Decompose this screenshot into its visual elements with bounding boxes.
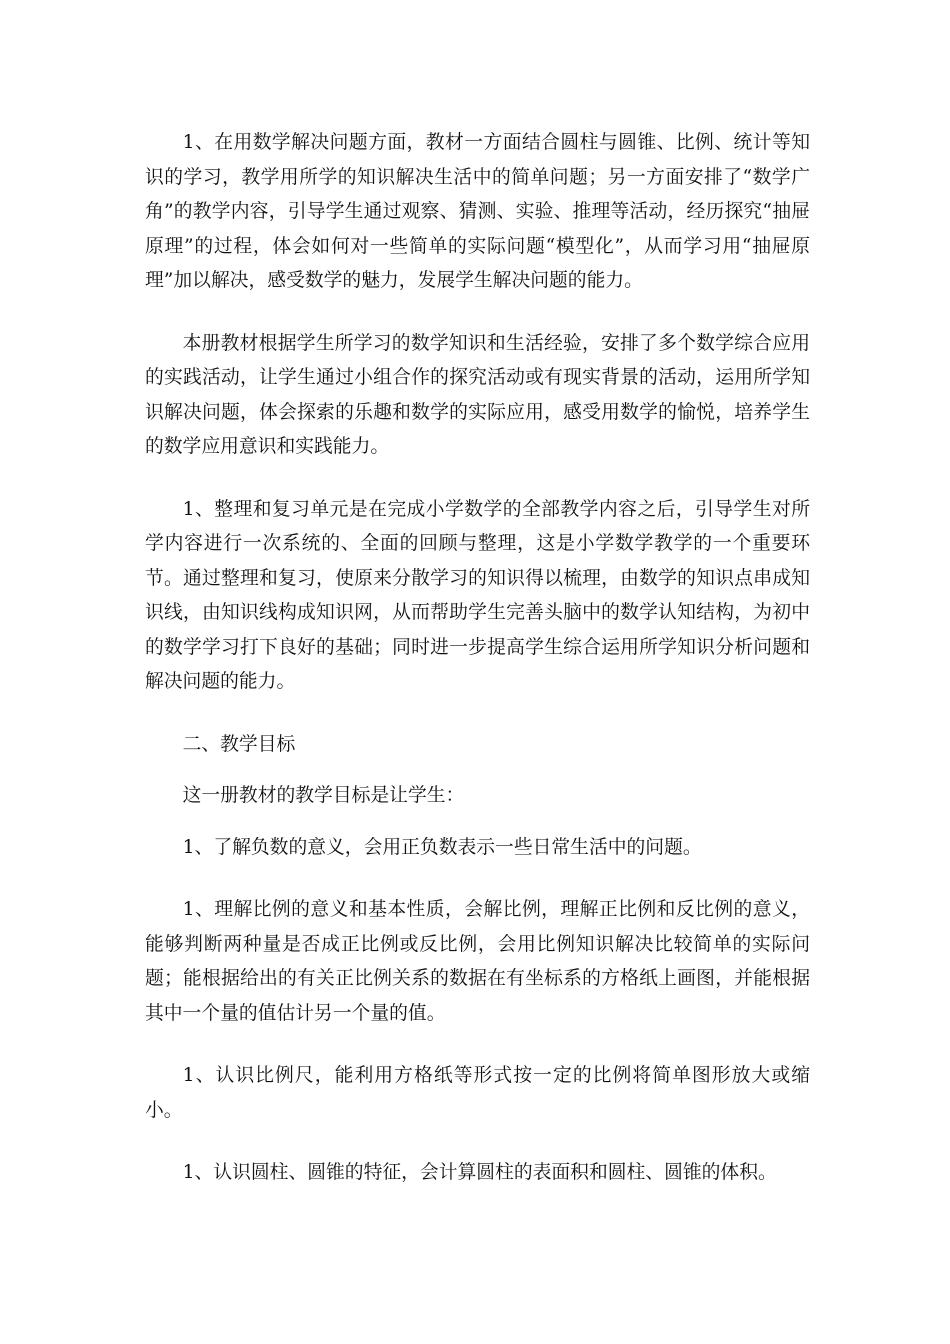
- goal-item-proportion: 1、理解比例的意义和基本性质，会解比例，理解正比例和反比例的意义，能够判断两种量是否成正比例或反比例，会用比例知识解决比较简单的实际问题；能根据给出的有关正比例关系的数据在有坐标系的方格纸上画图，并能根据其中一个量的值估计另一个量的值。: [145, 899, 810, 1024]
- paragraph-problem-solving: 1、在用数学解决问题方面，教材一方面结合圆柱与圆锥、比例、统计等知识的学习，教学用所学的知识解决生活中的简单问题；另一方面安排了“数学广角”的教学内容，引导学生通过观察、猜测、实验、推理等活动，经历探究“抽屉原理”的过程，体会如何对一些简单的实际问题“模型化”，从而学习用“抽屉原理”加以解决，感受数学的魅力，发展学生解决问题的能力。: [145, 132, 810, 291]
- paragraph-review-unit: 1、整理和复习单元是在完成小学数学的全部教学内容之后，引导学生对所学内容进行一次系统的、全面的回顾与整理，这是小学数学教学的一个重要环节。通过整理和复习，使原来分散学习的知识得以梳理，由数学的知识点串成知识线，由知识线构成知识网，从而帮助学生完善头脑中的数学认知结构，为初中的数学学习打下良好的基础；同时进一步提高学生综合运用所学知识分析问题和解决问题的能力。: [145, 498, 810, 692]
- paragraph-goals-intro: 这一册教材的教学目标是让学生：: [182, 785, 465, 806]
- section-heading-teaching-goals: 二、教学目标: [182, 733, 296, 755]
- goal-item-scale: 1、认识比例尺，能利用方格纸等形式按一定的比例将简单图形放大或缩小。: [145, 1065, 810, 1121]
- paragraph-practice-activities: 本册教材根据学生所学习的数学知识和生活经验，安排了多个数学综合应用的实践活动，让学生通过小组合作的探究活动或有现实背景的活动，运用所学知识解决问题，体会探索的乐趣和数学的实际应用，感受用数学的愉悦，培养学生的数学应用意识和实践能力。: [145, 332, 810, 457]
- document-body: [145, 126, 810, 1191]
- goal-item-negative-numbers: 1、了解负数的意义，会用正负数表示一些日常生活中的问题。: [182, 836, 702, 858]
- goal-item-cylinder-cone: 1、认识圆柱、圆锥的特征，会计算圆柱的表面积和圆柱、圆锥的体积。: [182, 1162, 777, 1183]
